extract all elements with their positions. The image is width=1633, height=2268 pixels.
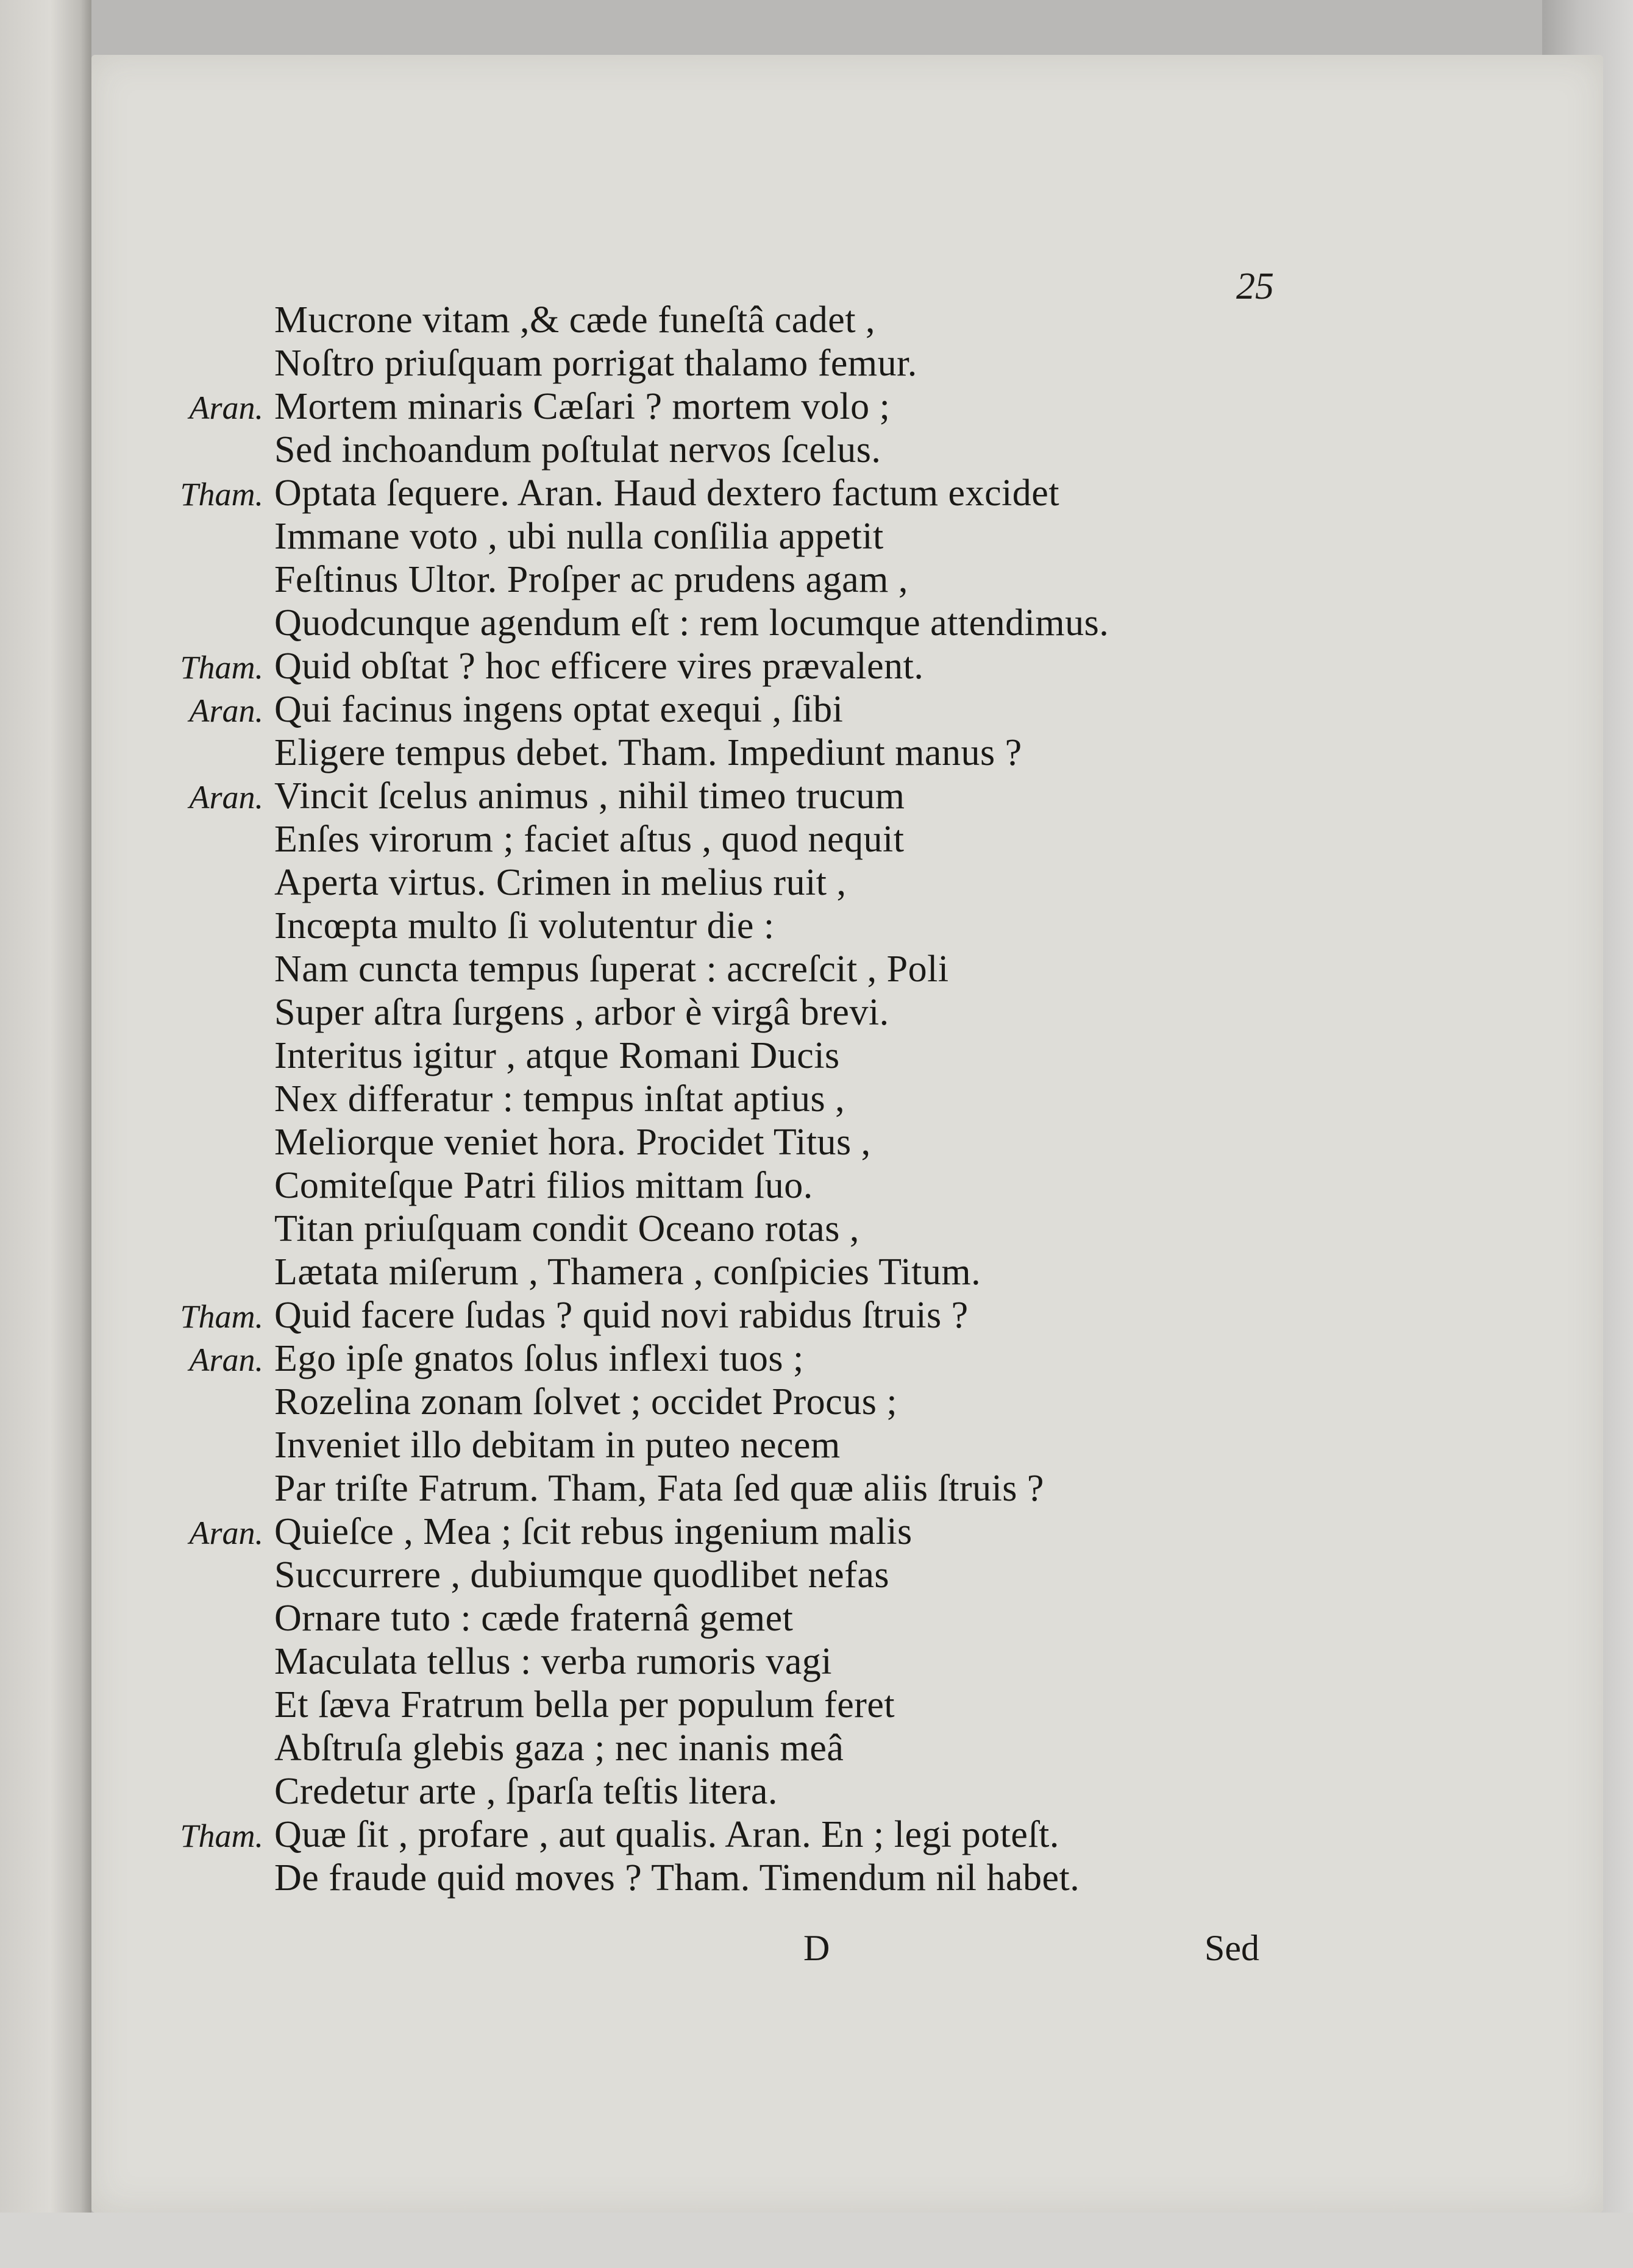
verse-line: [152, 1597, 1311, 1640]
verse-line: [152, 1381, 1311, 1424]
verse-text: Enſes virorum ; faciet aſtus , quod nequit: [274, 819, 905, 860]
catchword: Sed: [1204, 1928, 1259, 1968]
speaker-label: Aran.: [189, 389, 263, 426]
verse-line: [152, 1813, 1311, 1857]
verse-line: [152, 1251, 1311, 1294]
verse-line: [152, 1078, 1311, 1121]
signature-mark: D: [803, 1928, 830, 1968]
verse-text: Inveniet illo debitam in puteo necem: [274, 1424, 841, 1466]
verse-line: [152, 731, 1311, 775]
verse-text: Quæ ſit , profare , aut qualis. Aran. En ; legi poteſt.: [274, 1814, 1059, 1855]
verse-text: Noſtro priuſquam porrigat thalamo femur.: [274, 343, 917, 384]
speaker-label: Tham.: [180, 476, 263, 513]
speaker-label: Aran.: [189, 1515, 263, 1551]
verse-text: Super aſtra ſurgens , arbor è virgâ brevi.: [274, 992, 889, 1033]
verse-line: [152, 818, 1311, 861]
verse-text: Et ſæva Fratrum bella per populum feret: [274, 1684, 895, 1726]
verse-line: [152, 299, 1311, 342]
verse-line: [152, 905, 1311, 948]
verse-text: Ego ipſe gnatos ſolus inflexi tuos ;: [274, 1338, 804, 1379]
verse-text: Comiteſque Patri filios mittam ſuo.: [274, 1165, 813, 1206]
speaker-label: Aran.: [189, 692, 263, 729]
verse-text: Quodcunque agendum eſt : rem locumque attendimus.: [274, 602, 1109, 644]
verse-text-block: [152, 299, 1311, 1900]
verse-line: [152, 602, 1311, 645]
verse-line: [152, 1034, 1311, 1078]
verse-line: [152, 1554, 1311, 1597]
verse-line: [152, 385, 1311, 428]
speaker-label: Tham.: [180, 1818, 263, 1854]
verse-text: Aperta virtus. Crimen in melius ruit ,: [274, 862, 847, 903]
verse-line: [152, 1294, 1311, 1337]
verse-text: Lætata miſerum , Thamera , conſpicies Titum.: [274, 1251, 981, 1293]
verse-line: [152, 1857, 1311, 1900]
verse-text: Interitus igitur , atque Romani Ducis: [274, 1035, 840, 1076]
verse-line: [152, 428, 1311, 472]
verse-line: [152, 1770, 1311, 1813]
verse-text: Sed inchoandum poſtulat nervos ſcelus.: [274, 429, 881, 471]
speaker-label: Aran.: [189, 1342, 263, 1378]
verse-line: [152, 645, 1311, 688]
verse-text: Mucrone vitam ,& cæde funeſtâ cadet ,: [274, 299, 876, 341]
verse-text: Maculata tellus : verba rumoris vagi: [274, 1641, 833, 1682]
verse-line: [152, 948, 1311, 991]
verse-text: Vincit ſcelus animus , nihil timeo trucum: [274, 775, 905, 817]
verse-line: [152, 1207, 1311, 1251]
speaker-label: Aran.: [189, 779, 263, 816]
verse-text: Eligere tempus debet. Tham. Impediunt manus ?: [274, 732, 1022, 773]
verse-line: [152, 515, 1311, 558]
verse-text: Feſtinus Ultor. Proſper ac prudens agam ,: [274, 559, 908, 600]
verse-line: [152, 472, 1311, 515]
speaker-label: Tham.: [180, 1298, 263, 1335]
verse-line: [152, 991, 1311, 1034]
speaker-label: Tham.: [180, 649, 263, 686]
verse-text: Immane voto , ubi nulla conſilia appetit: [274, 516, 884, 557]
verse-line: [152, 688, 1311, 731]
page-number: 25: [1236, 266, 1274, 307]
verse-text: Optata ſequere. Aran. Haud dextero factum excidet: [274, 472, 1060, 514]
verse-line: [152, 1424, 1311, 1467]
table-surface: [0, 2213, 1633, 2268]
verse-text: Qui facinus ingens optat exequi , ſibi: [274, 689, 844, 730]
verse-text: De fraude quid moves ? Tham. Timendum nil habet.: [274, 1857, 1080, 1899]
verse-text: Meliorque veniet hora. Procidet Titus ,: [274, 1122, 871, 1163]
verse-line: [152, 1727, 1311, 1770]
verse-line: [152, 1510, 1311, 1554]
verse-text: Quid facere ſudas ? quid novi rabidus ſtruis ?: [274, 1295, 969, 1336]
verse-text: Incœpta multo ſi volutentur die :: [274, 905, 775, 947]
verse-text: Quid obſtat ? hoc efficere vires prævalent.: [274, 645, 924, 687]
verse-text: Ornare tuto : cæde fraternâ gemet: [274, 1598, 794, 1639]
verse-line: [152, 342, 1311, 385]
facing-page-edge: [0, 0, 91, 2268]
verse-line: [152, 1640, 1311, 1683]
verse-text: Abſtruſa glebis gaza ; nec inanis meâ: [274, 1727, 844, 1769]
verse-text: Mortem minaris Cæſari ? mortem volo ;: [274, 386, 891, 427]
verse-line: [152, 775, 1311, 818]
verse-line: [152, 1121, 1311, 1164]
verse-line: [152, 1467, 1311, 1510]
verse-text: Nam cuncta tempus ſuperat : accreſcit , Poli: [274, 948, 949, 990]
verse-line: [152, 1337, 1311, 1381]
verse-text: Par triſte Fatrum. Tham, Fata ſed quæ aliis ſtruis ?: [274, 1468, 1044, 1509]
verse-text: Credetur arte , ſparſa teſtis litera.: [274, 1771, 778, 1812]
verse-text: Quieſce , Mea ; ſcit rebus ingenium malis: [274, 1511, 913, 1552]
verse-text: Succurrere , dubiumque quodlibet nefas: [274, 1554, 889, 1596]
verse-line: [152, 861, 1311, 905]
verse-line: [152, 558, 1311, 602]
verse-text: Nex differatur : tempus inſtat aptius ,: [274, 1078, 845, 1120]
verse-line: [152, 1164, 1311, 1207]
verse-line: [152, 1683, 1311, 1727]
verse-text: Titan priuſquam condit Oceano rotas ,: [274, 1208, 859, 1250]
verse-text: Rozelina zonam ſolvet ; occidet Procus ;: [274, 1381, 898, 1423]
